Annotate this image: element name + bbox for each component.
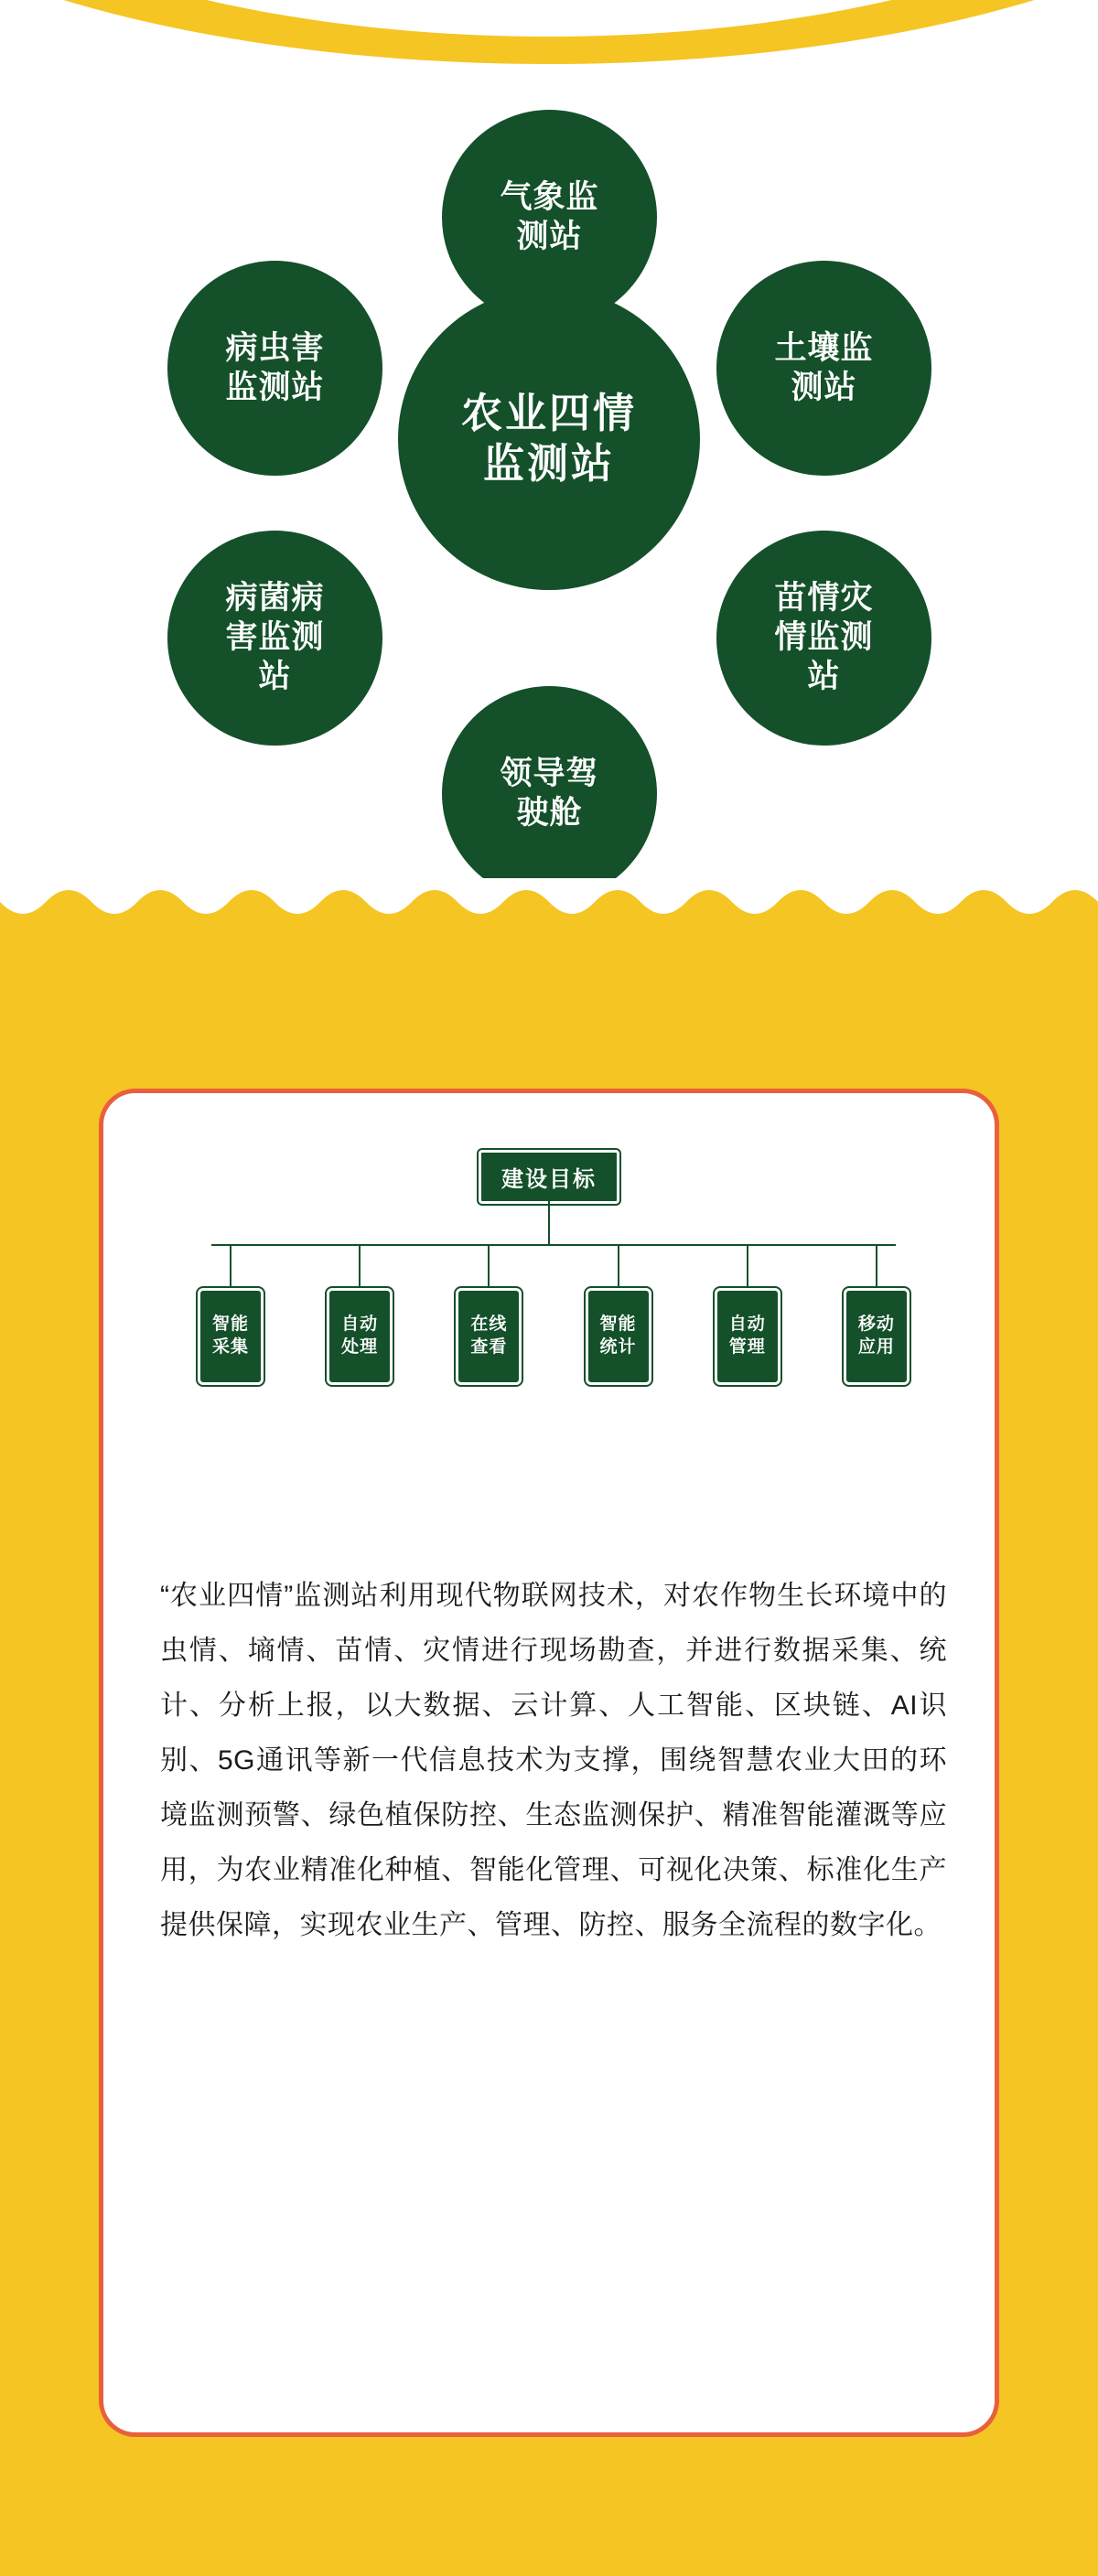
petal-seedling-line1: 苗情灾 bbox=[774, 580, 874, 617]
org-node-mobile-application[interactable] bbox=[844, 1288, 910, 1385]
org-node-smart-stats-line2: 统计 bbox=[599, 1337, 637, 1357]
org-children-row bbox=[195, 1244, 912, 1385]
flower-center-node[interactable] bbox=[398, 288, 700, 590]
org-node-smart-collection[interactable] bbox=[198, 1288, 264, 1385]
petal-cockpit-line1: 领导驾 bbox=[500, 755, 599, 791]
org-node-auto-processing[interactable] bbox=[327, 1288, 393, 1385]
org-node-mobile-app-line1: 移动 bbox=[857, 1315, 895, 1335]
org-drop-line bbox=[488, 1244, 490, 1288]
org-drop-line bbox=[876, 1244, 877, 1288]
org-drop-line bbox=[618, 1244, 619, 1288]
org-child-wrap-auto-manage bbox=[712, 1244, 783, 1385]
org-node-online-view-line2: 查看 bbox=[470, 1337, 508, 1357]
petal-soil-station[interactable] bbox=[716, 261, 931, 476]
org-chart bbox=[103, 1093, 995, 1532]
petal-disease-station[interactable] bbox=[167, 531, 382, 746]
org-drop-line bbox=[359, 1244, 361, 1288]
org-node-auto-manage-line2: 管理 bbox=[728, 1337, 766, 1357]
bottom-yellow-strip bbox=[0, 2439, 1098, 2576]
petal-seedling-line2: 情监测 bbox=[774, 619, 874, 656]
petal-pest-station[interactable] bbox=[167, 261, 382, 476]
org-child-wrap-auto-process bbox=[324, 1244, 395, 1385]
org-child-wrap-mobile-app bbox=[841, 1244, 912, 1385]
description-paragraph: “农业四情”监测站利用现代物联网技术，对农作物生长环境中的虫情、墒情、苗情、灾情进行现场勘查，并进行数据采集、统计、分析上报，以大数据、云计算、人工智能、区块链、AI识别、5G通讯等新一代信息技术为支撑，围绕智慧农业大田的环境监测预警、绿色植保防控、生态监测保护、精准智能灌溉等应用，为农业精准化种植、智能化管理、可视化决策、标准化生产提供保障，实现农业生产、管理、防控、服务全流程的数字化。 bbox=[160, 1581, 947, 1940]
org-child-wrap-smart-stats bbox=[583, 1244, 654, 1385]
org-node-auto-manage-line1: 自动 bbox=[728, 1315, 766, 1335]
org-node-online-view[interactable] bbox=[456, 1288, 522, 1385]
org-node-collect-line2: 采集 bbox=[211, 1337, 249, 1357]
org-child-wrap-online-view bbox=[453, 1244, 524, 1385]
petal-cockpit-line2: 驶舱 bbox=[516, 794, 583, 831]
org-node-smart-statistics[interactable] bbox=[586, 1288, 651, 1385]
org-node-auto-management[interactable] bbox=[715, 1288, 780, 1385]
flower-diagram bbox=[0, 46, 1098, 851]
petal-soil-line1: 土壤监 bbox=[774, 329, 874, 366]
petal-seedling-disaster-station[interactable] bbox=[716, 531, 931, 746]
org-root-node[interactable]: 建设目标 bbox=[479, 1150, 619, 1204]
org-root-connector bbox=[548, 1201, 550, 1245]
org-node-mobile-app-line2: 应用 bbox=[857, 1337, 895, 1357]
org-node-smart-stats-line1: 智能 bbox=[599, 1315, 637, 1335]
wave-divider-icon bbox=[0, 878, 1098, 933]
content-card bbox=[99, 1089, 999, 2437]
petal-disease-line3: 站 bbox=[258, 658, 292, 694]
petal-soil-line2: 测站 bbox=[791, 369, 857, 405]
org-drop-line bbox=[230, 1244, 231, 1288]
petal-leader-cockpit[interactable] bbox=[442, 686, 657, 901]
petal-seedling-line3: 站 bbox=[807, 658, 841, 694]
petal-disease-line2: 害监测 bbox=[225, 619, 325, 656]
org-node-collect-line1: 智能 bbox=[211, 1315, 249, 1335]
petal-disease-line1: 病菌病 bbox=[225, 580, 325, 617]
flower-center-line2: 监测站 bbox=[482, 440, 615, 487]
org-node-auto-process-line2: 处理 bbox=[341, 1337, 379, 1357]
flower-center-line1: 农业四情 bbox=[460, 390, 637, 437]
org-node-online-view-line1: 在线 bbox=[470, 1315, 508, 1335]
org-node-auto-process-line1: 自动 bbox=[341, 1315, 379, 1335]
petal-weather-line2: 测站 bbox=[516, 218, 583, 254]
petal-pest-line1: 病虫害 bbox=[225, 329, 325, 366]
org-drop-line bbox=[747, 1244, 748, 1288]
petal-pest-line2: 监测站 bbox=[225, 369, 325, 405]
org-child-wrap-collect bbox=[195, 1244, 266, 1385]
petal-weather-line1: 气象监 bbox=[500, 178, 599, 215]
